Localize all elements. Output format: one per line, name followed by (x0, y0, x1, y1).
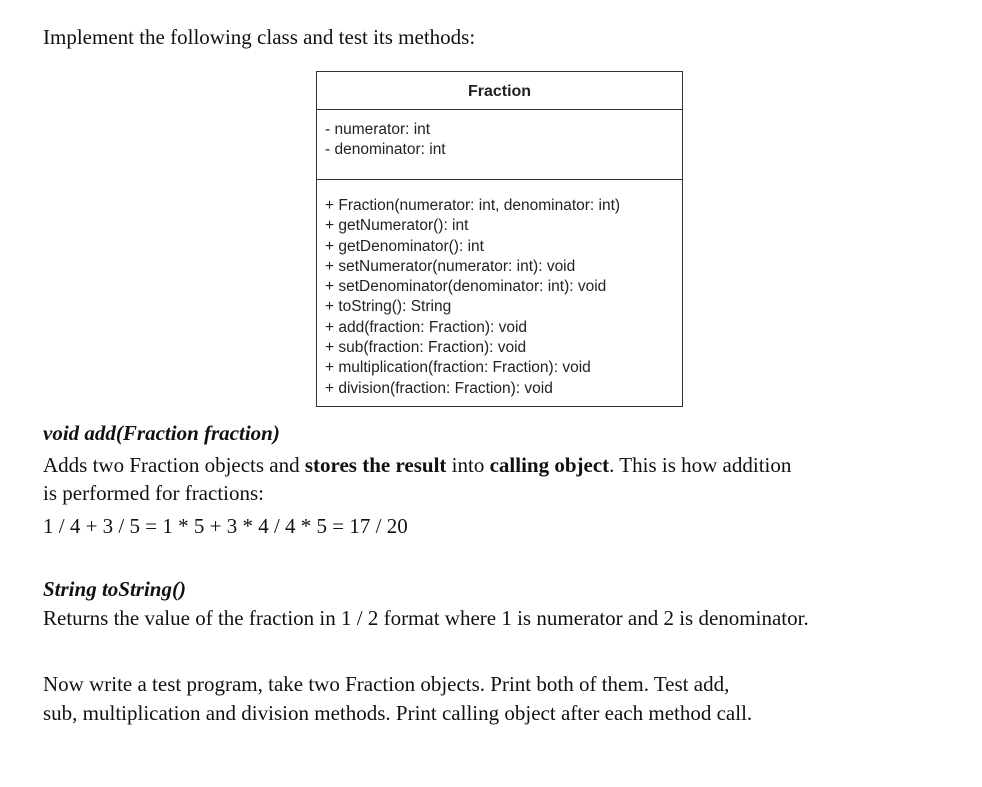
test-instructions-line-2: sub, multiplication and division methods. Print calling object after each method call. (43, 701, 753, 725)
uml-attribute: - numerator: int (325, 121, 431, 138)
uml-method: + toString(): String (325, 298, 452, 316)
intro-text: Implement the following class and test its methods: (43, 25, 476, 49)
add-description-text: Adds two Fraction objects and (43, 453, 305, 477)
tostring-description: Returns the value of the fraction in 1 / 2 format where 1 is numerator and 2 is denominator. (43, 606, 809, 630)
test-instructions-line-1: Now write a test program, take two Fraction objects. Print both of them. Test add, (43, 672, 730, 696)
uml-method: + Fraction(numerator: int, denominator: int) (325, 197, 621, 214)
uml-method: + setDenominator(denominator: int): void (325, 278, 607, 296)
uml-method: + add(fraction: Fraction): void (325, 318, 528, 336)
add-description-emphasis: stores the result (304, 453, 447, 477)
add-method-title: void add(Fraction fraction) (43, 421, 280, 445)
add-example: 1 / 4 + 3 / 5 = 1 * 5 + 3 * 4 / 4 * 5 = 17 / 20 (43, 514, 408, 538)
add-description-text: . This is how addition (609, 453, 792, 477)
add-description-line-1 (43, 451, 791, 479)
add-description-line-2: is performed for fractions: (43, 481, 265, 505)
uml-class-diagram (316, 71, 683, 407)
uml-attributes (317, 110, 682, 180)
uml-method: + division(fraction: Fraction): void (325, 379, 553, 397)
uml-method: + getNumerator(): int (325, 217, 469, 235)
uml-attribute: - denominator: int (325, 141, 446, 159)
add-description-emphasis: calling object (489, 453, 610, 477)
uml-method: + setNumerator(numerator: int): void (325, 257, 576, 275)
uml-methods (317, 180, 682, 399)
uml-class-name: Fraction (317, 72, 682, 110)
uml-method: + multiplication(fraction: Fraction): void (325, 359, 591, 377)
add-description-text: into (446, 453, 490, 477)
uml-method: + getDenominator(): int (325, 237, 484, 255)
tostring-method-title: String toString() (43, 577, 186, 601)
uml-method: + sub(fraction: Fraction): void (325, 339, 527, 357)
